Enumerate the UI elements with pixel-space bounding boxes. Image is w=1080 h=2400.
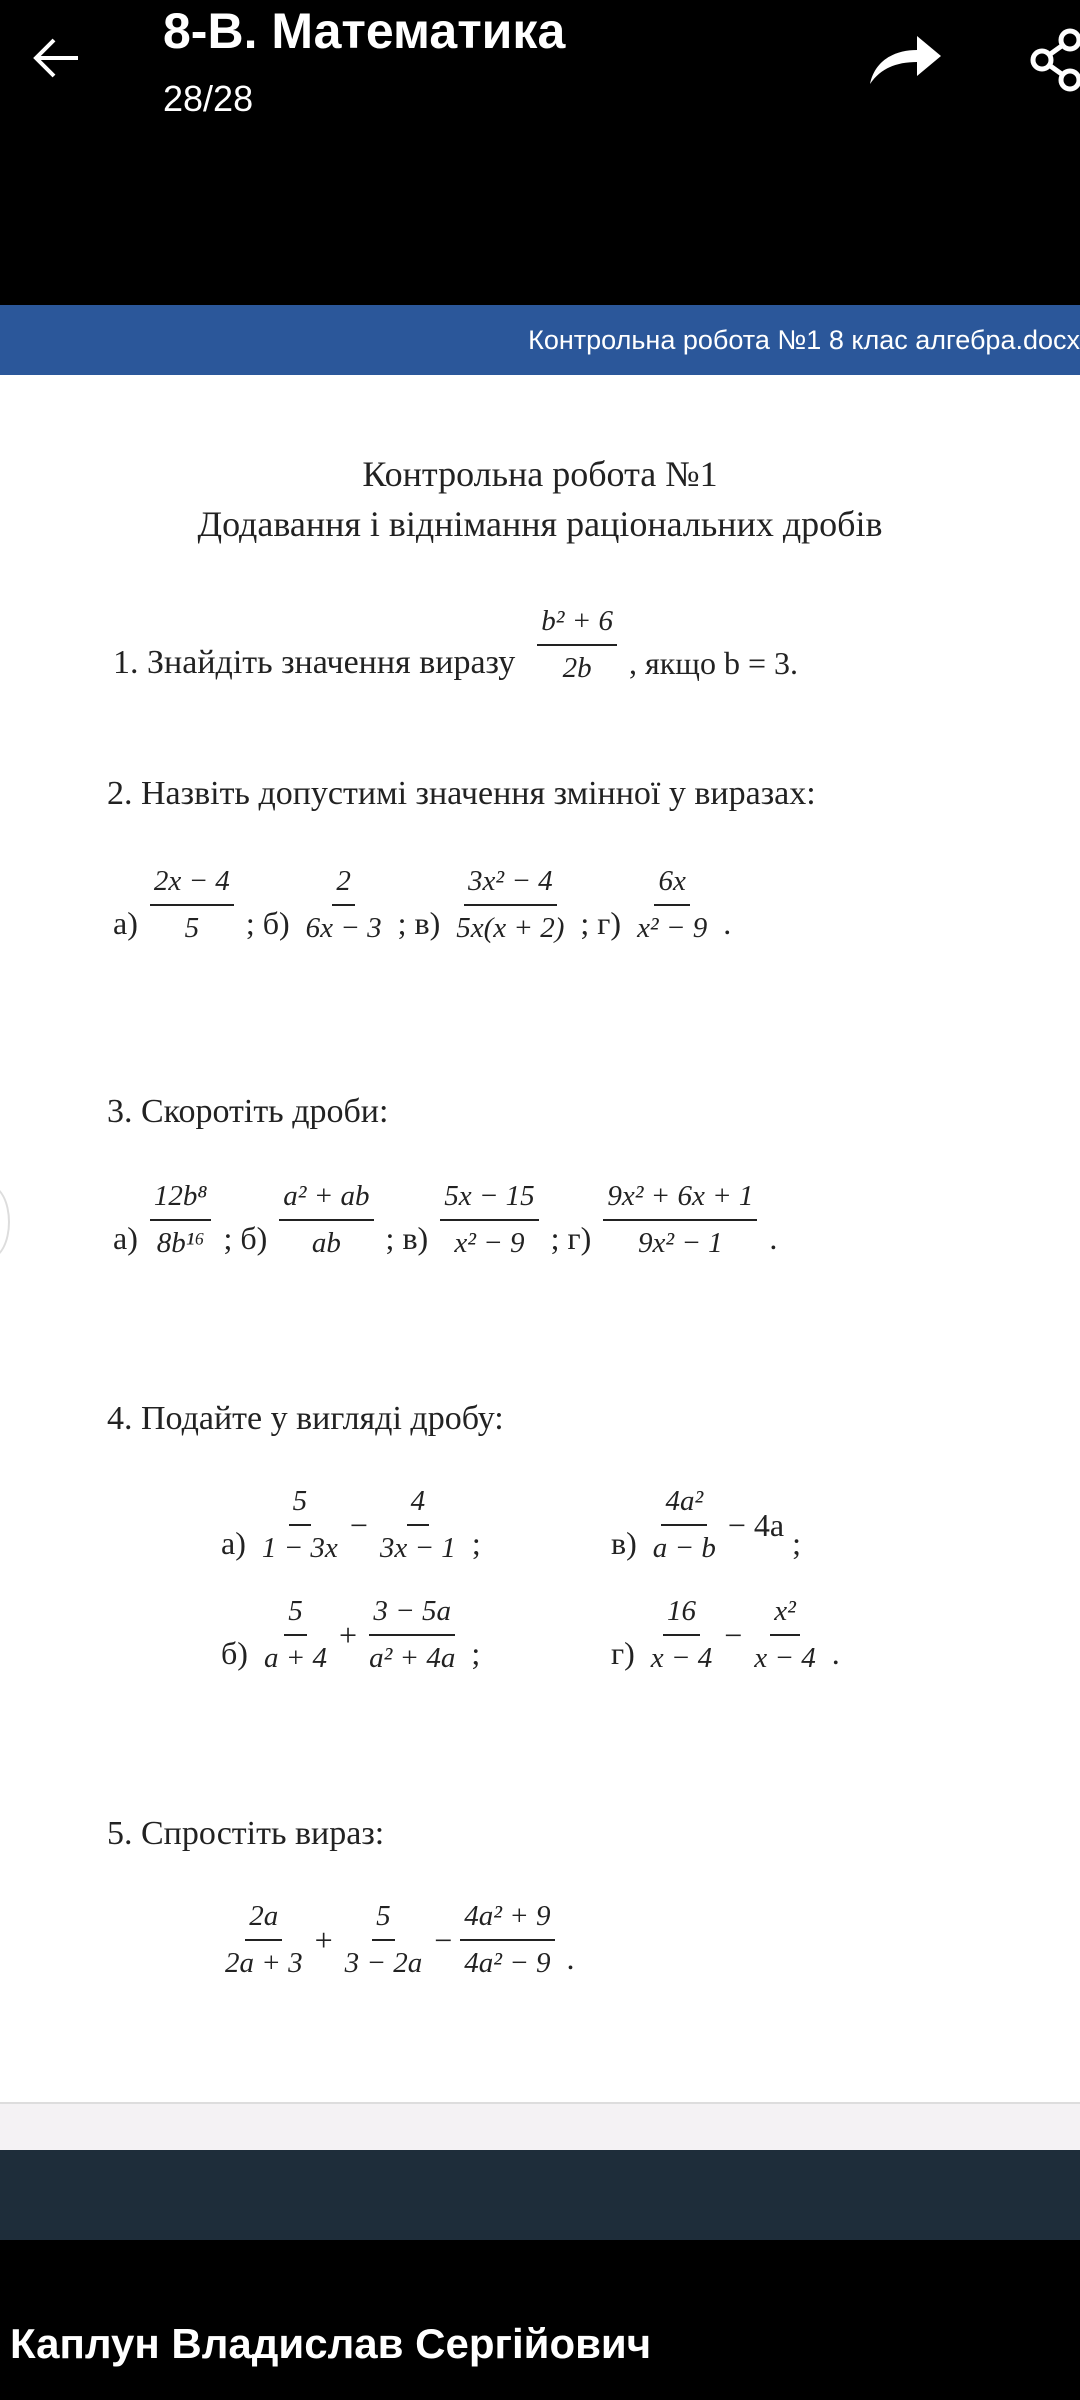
forward-icon[interactable]: [865, 32, 945, 87]
numerator: x²: [770, 1595, 800, 1636]
operator: − 4a: [727, 1506, 785, 1543]
denominator: 3 − 2a: [344, 1947, 423, 1979]
text-fragment: ; б): [245, 904, 290, 941]
fraction: [341, 1900, 427, 1980]
question-4-item-a: [215, 1485, 487, 1565]
denominator: x − 4: [754, 1642, 816, 1674]
denominator: 6x − 3: [305, 912, 382, 944]
document-page: [0, 375, 1080, 2102]
text-fragment: .: [566, 1939, 575, 1976]
fraction: [150, 1180, 212, 1260]
fraction: [376, 1485, 460, 1565]
fraction: [365, 1595, 459, 1675]
question-1: [107, 605, 804, 685]
text-fragment: ; в): [397, 904, 441, 941]
numerator: 16: [663, 1595, 700, 1636]
fraction: [633, 865, 711, 945]
numerator: b² + 6: [537, 605, 617, 646]
text-fragment: а): [113, 1219, 138, 1256]
numerator: 5: [372, 1900, 395, 1941]
fraction: [452, 865, 568, 945]
numerator: 4: [407, 1485, 430, 1526]
question-2-label: 2. Назвіть допустимі значення змінної у виразах:: [107, 775, 816, 812]
numerator: 6x: [654, 865, 689, 906]
document-title: Контрольна робота №1: [362, 454, 718, 494]
numerator: 4a² + 9: [460, 1900, 554, 1941]
file-name: Контрольна робота №1 8 клас алгебра.docx: [528, 325, 1080, 355]
text-fragment: ;: [792, 1524, 801, 1561]
numerator: 4a²: [661, 1485, 707, 1526]
numerator: 3x² − 4: [464, 865, 557, 906]
text-fragment: ; б): [223, 1219, 268, 1256]
numerator: 2: [332, 865, 355, 906]
numerator: 5: [284, 1595, 307, 1636]
share-icon[interactable]: [1030, 20, 1080, 100]
denominator: 5x(x + 2): [456, 912, 565, 944]
question-4-item-b: [215, 1595, 486, 1675]
operator: −: [349, 1506, 368, 1543]
text-fragment: б): [221, 1634, 248, 1671]
denominator: a + 4: [263, 1642, 328, 1674]
fraction: [750, 1595, 819, 1675]
operator: −: [434, 1921, 453, 1958]
fraction: [302, 865, 386, 945]
denominator: 8b¹⁶: [156, 1227, 205, 1259]
numerator: 5: [289, 1485, 312, 1526]
fraction: [460, 1900, 554, 1980]
fraction: [647, 1595, 716, 1675]
text-fragment: ; г): [580, 904, 622, 941]
question-4-item-d: [605, 1595, 846, 1675]
denominator: 2b: [562, 652, 592, 684]
question-2-expressions: [107, 865, 737, 945]
preview-band: [0, 2150, 1080, 2240]
denominator: a − b: [652, 1532, 716, 1564]
fraction: [537, 605, 617, 685]
fraction: [221, 1900, 307, 1980]
operator: +: [314, 1921, 333, 1958]
document-bottom-strip: [0, 2102, 1080, 2152]
question-5-label: 5. Спростіть вираз:: [107, 1815, 385, 1852]
text-fragment: ;: [471, 1524, 481, 1561]
fraction: [279, 1180, 373, 1260]
denominator: ab: [311, 1227, 341, 1259]
question-1-label: 1. Знайдіть значення виразу: [113, 644, 516, 681]
fraction: [260, 1595, 331, 1675]
file-title-bar: [0, 305, 1080, 375]
numerator: 9x² + 6x + 1: [603, 1180, 757, 1221]
denominator: 9x² − 1: [638, 1227, 723, 1259]
denominator: x − 4: [650, 1642, 713, 1674]
app-header: [0, 0, 1080, 305]
question-4-item-c: [605, 1485, 807, 1565]
sender-name: Каплун Владислав Сергійович: [10, 2320, 652, 2367]
numerator: a² + ab: [279, 1180, 373, 1221]
denominator: 5: [184, 912, 200, 944]
arrow-left-icon[interactable]: [28, 28, 88, 88]
chat-title: 8-В. Математика: [163, 3, 566, 59]
denominator: 3x − 1: [379, 1532, 456, 1564]
numerator: 5x − 15: [440, 1180, 538, 1221]
operator: +: [339, 1616, 358, 1653]
text-fragment: ;: [471, 1634, 481, 1671]
question-3-expressions: [107, 1180, 783, 1260]
text-fragment: .: [831, 1634, 840, 1671]
numerator: 2a: [245, 1900, 282, 1941]
denominator: 4a² − 9: [464, 1947, 551, 1979]
operator: −: [724, 1616, 743, 1653]
text-fragment: ; в): [385, 1219, 429, 1256]
question-4-label: 4. Подайте у вигляді дробу:: [107, 1400, 504, 1437]
denominator: a² + 4a: [369, 1642, 456, 1674]
denominator: x² − 9: [454, 1227, 525, 1259]
text-fragment: ; г): [550, 1219, 592, 1256]
fraction: [603, 1180, 757, 1260]
text-fragment: , якщо b = 3.: [629, 644, 798, 681]
denominator: 1 − 3x: [261, 1532, 338, 1564]
text-fragment: .: [769, 1219, 778, 1256]
fraction: [649, 1485, 720, 1565]
text-fragment: в): [611, 1524, 637, 1561]
numerator: 2x − 4: [150, 865, 234, 906]
text-fragment: .: [723, 904, 732, 941]
numerator: 12b⁸: [150, 1180, 212, 1221]
numerator: 3 − 5a: [369, 1595, 455, 1636]
question-5-expression: [215, 1900, 581, 1980]
denominator: x² − 9: [637, 912, 708, 944]
text-fragment: г): [611, 1634, 635, 1671]
text-fragment: а): [221, 1524, 246, 1561]
denominator: 2a + 3: [225, 1947, 303, 1979]
document-subtitle: Додавання і віднімання раціональних дробів: [197, 504, 883, 544]
fraction: [258, 1485, 342, 1565]
question-3-label: 3. Скоротіть дроби:: [107, 1093, 389, 1130]
text-fragment: а): [113, 904, 138, 941]
fraction: [440, 1180, 538, 1260]
image-counter: 28/28: [163, 78, 254, 119]
fraction: [150, 865, 234, 945]
